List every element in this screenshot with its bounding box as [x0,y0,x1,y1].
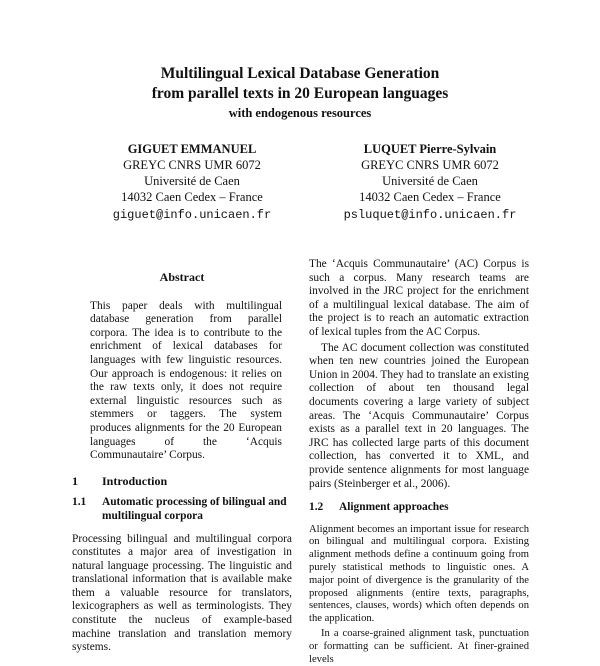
paper-title-line-1: Multilingual Lexical Database Generation [160,65,440,82]
subsection-heading [309,501,529,515]
abstract-text: This paper deals with multilingual database generation from parallel corpora. The idea is to contribute to the enrichment of lexical databases for languages with few linguistic resources. Our approach is endogenous: it relies on the raw texts only, it does not require external linguistic resources such as stemmers or taggers. The system produces alignments for the 20 European languages of the ‘Acquis Communautaire’ Corpus. [90,299,282,462]
paper-subtitle: with endogenous resources [228,106,372,120]
author-name: LUQUET Pierre-Sylvain [363,142,497,156]
left-column [72,258,292,655]
abstract-heading: Abstract [159,270,205,284]
author-name: GIGUET EMMANUEL [127,142,257,156]
author-address: 14032 Caen Cedex – France [121,190,263,204]
author-address: 14032 Caen Cedex – France [359,190,501,204]
body-paragraph: In a coarse-grained alignment task, punctuation or formatting can be sufficient. At finer-grained levels [309,628,529,665]
subsection-number: 1.2 [309,501,324,514]
subsection-title: Automatic processing of bilingual and multilingual corpora [102,496,287,522]
body-paragraph: The ‘Acquis Communautaire’ (AC) Corpus is such a corpus. Many research teams are involved in the JRC project for the enrichment of a multilingual lexical database. The aim of the project is to reach an automatic extraction of lexical tuples from the AC Corpus. [309,258,529,338]
section-heading [72,475,292,489]
author-lab: GREYC CNRS UMR 6072 [123,158,261,172]
author-block-2 [320,141,540,223]
author-email[interactable]: psluquet@info.unicaen.fr [343,208,517,222]
author-university: Université de Caen [382,174,478,188]
subsection-number: 1.1 [72,496,87,509]
author-email[interactable]: giguet@info.unicaen.fr [112,208,272,222]
body-paragraph: Alignment becomes an important issue for research on bilingual and multilingual corpora. Existing alignment methods define a continuum going from purely statistical methods to linguistic ones. A major point of divergence is the granularity of the proposed alignments (entire texts, paragraphs, sentences, clauses, words) which often depends on the application. [309,523,529,625]
body-paragraph: Processing bilingual and multilingual corpora constitutes a major area of investigation in natural language processing. The linguistic and translational information that is available make them a valuable resource for translators, lexicographers as well as terminologists. They constitute the nucleus of example-based machine translation and translation memory systems. [72,532,292,654]
paper-title-line-2: from parallel texts in 20 European languages [151,85,449,102]
subsection-title: Alignment approaches [339,501,449,514]
section-title: Introduction [102,473,168,488]
subsection-heading [72,496,292,523]
section-number: 1 [72,473,78,488]
author-block-1 [82,141,302,223]
right-column [309,258,529,666]
author-university: Université de Caen [144,174,240,188]
author-lab: GREYC CNRS UMR 6072 [361,158,499,172]
title-block [0,64,600,122]
body-paragraph: The AC document collection was constituted when ten new countries joined the European Union in 2004. They had to translate an existing collection of about ten thousand legal documents covering a large variety of subject areas. The ‘Acquis Communautaire’ Corpus exists as a parallel text in 20 languages. The JRC has collected large parts of this document collection, has converted it to XML, and provide sentence alignments for most language pairs (Steinberger et al., 2006). [309,341,529,490]
